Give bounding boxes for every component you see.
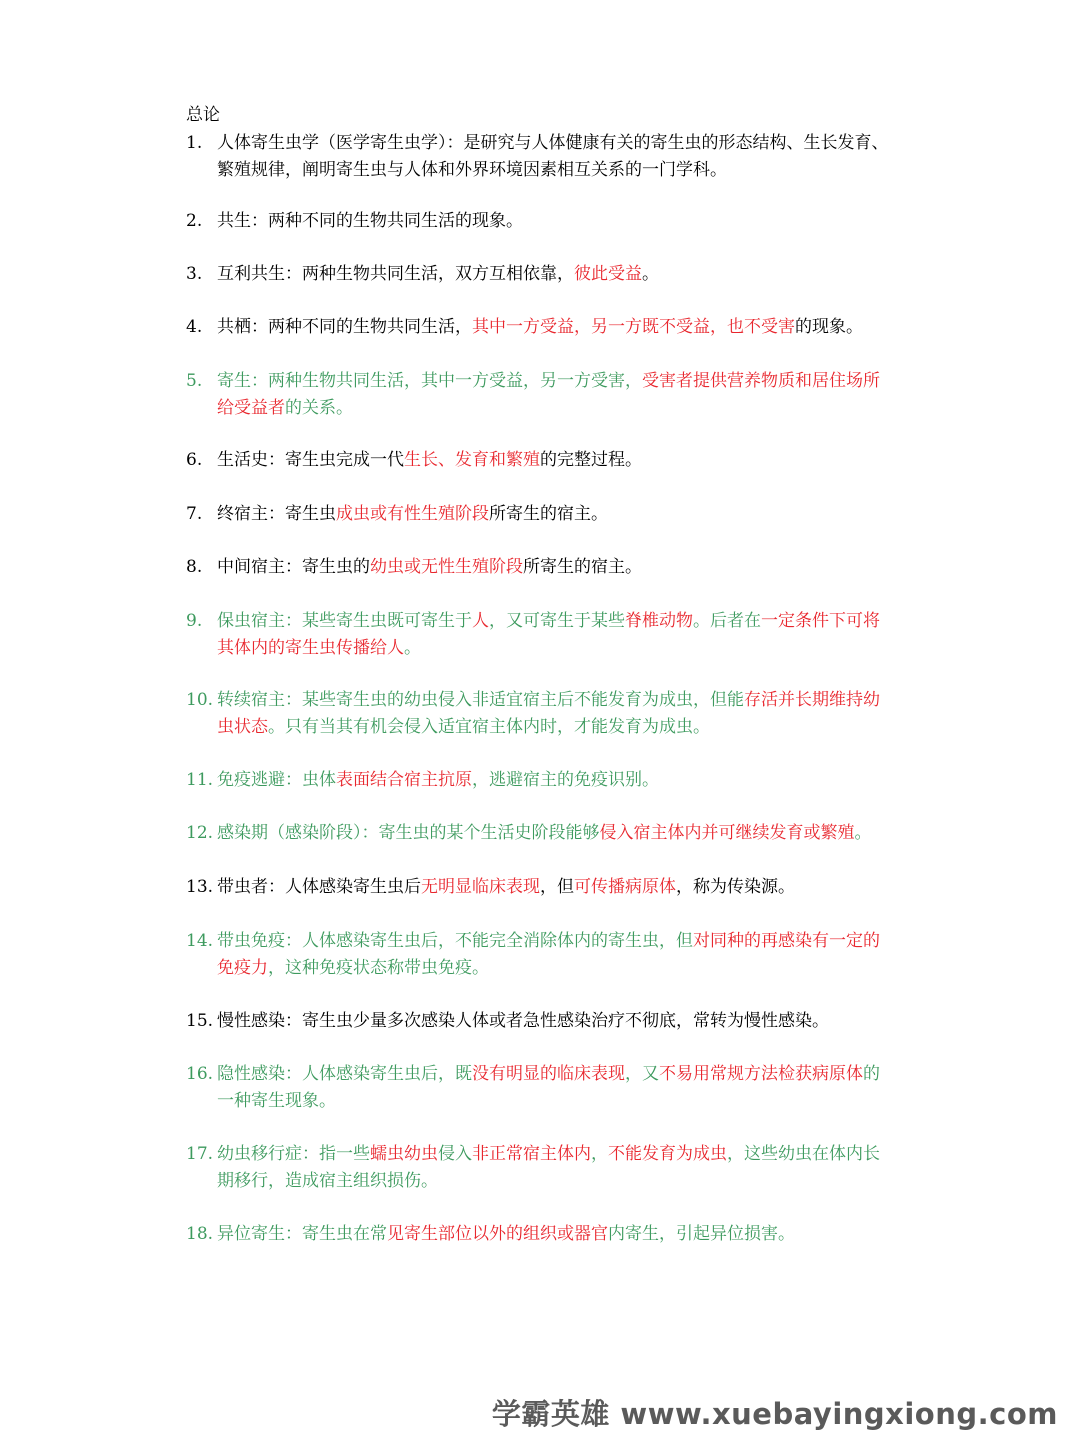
definition-item bbox=[186, 1008, 896, 1035]
definition-item bbox=[186, 608, 896, 662]
body-text: 免疫逃避：虫体 bbox=[217, 770, 336, 790]
item-text bbox=[217, 1008, 896, 1035]
body-text: 共生：两种不同的生物共同生活的现象。 bbox=[217, 211, 523, 231]
body-text: 内寄生，引起异位损害。 bbox=[608, 1224, 795, 1244]
section-heading: 总论 bbox=[186, 105, 220, 125]
item-number: 1. bbox=[186, 133, 203, 153]
definition-item bbox=[186, 767, 896, 794]
body-text: 互利共生：两种生物共同生活，双方互相依靠， bbox=[217, 264, 574, 284]
body-text: 。 bbox=[854, 823, 872, 843]
item-text bbox=[217, 687, 896, 741]
item-number: 10. bbox=[186, 690, 214, 710]
highlight-text: 人 bbox=[472, 611, 489, 631]
body-text: ，称为传染源。 bbox=[676, 877, 795, 897]
highlight-text: 一定条件下可将其体内的寄生虫传播给人 bbox=[217, 611, 880, 658]
highlight-text: 非正常宿主体内 bbox=[472, 1144, 591, 1164]
definition-item bbox=[186, 1141, 896, 1195]
body-text: 所寄生的宿主。 bbox=[489, 504, 608, 524]
body-text: 幼虫移行症：指一些 bbox=[217, 1144, 370, 1164]
definition-item bbox=[186, 820, 896, 847]
item-number: 2. bbox=[186, 211, 203, 231]
highlight-text: 受害者提供营养物质和居住场所给受益者 bbox=[217, 371, 880, 418]
highlight-text: 见寄生部位以外的组织或器官 bbox=[387, 1224, 608, 1244]
highlight-text: 生长、发育和繁殖 bbox=[404, 450, 540, 470]
item-text bbox=[217, 608, 896, 662]
highlight-text: 成虫或有性生殖阶段 bbox=[336, 504, 489, 524]
body-text: ，这些幼虫在体内长期移行，造成宿主组织损伤。 bbox=[217, 1144, 880, 1191]
highlight-text: 蠕虫幼虫 bbox=[370, 1144, 438, 1164]
body-text: 转续宿主：某些寄生虫的幼虫侵入非适宜宿主后不能发育为成虫，但能 bbox=[217, 690, 744, 710]
body-text: 共栖：两种不同的生物共同生活， bbox=[217, 317, 472, 337]
body-text: 带虫免疫：人体感染寄生虫后，不能完全消除体内的寄生虫，但 bbox=[217, 931, 693, 951]
item-number: 6. bbox=[186, 450, 203, 470]
body-text: 异位寄生：寄生虫在常 bbox=[217, 1224, 387, 1244]
body-text: ，又可寄生于某些 bbox=[489, 611, 625, 631]
definition-item bbox=[186, 501, 896, 528]
item-number: 16. bbox=[186, 1064, 214, 1084]
body-text: 保虫宿主：某些寄生虫既可寄生于 bbox=[217, 611, 472, 631]
body-text: ，这种免疫状态称带虫免疫。 bbox=[268, 958, 489, 978]
item-number: 9. bbox=[186, 611, 203, 631]
body-text: 的完整过程。 bbox=[540, 450, 642, 470]
definition-item bbox=[186, 447, 896, 474]
highlight-text: 其中一方受益，另一方既不受益，也不受害 bbox=[472, 317, 795, 337]
item-text bbox=[217, 1141, 896, 1195]
highlight-text: 表面结合宿主抗原 bbox=[336, 770, 472, 790]
item-text bbox=[217, 130, 896, 184]
item-text bbox=[217, 554, 896, 581]
definition-item bbox=[186, 928, 896, 982]
item-number: 12. bbox=[186, 823, 214, 843]
item-text bbox=[217, 208, 896, 235]
body-text: 的现象。 bbox=[795, 317, 863, 337]
body-text: 的关系。 bbox=[285, 398, 353, 418]
body-text: 。只有当其有机会侵入适宜宿主体内时，才能发育为成虫。 bbox=[268, 717, 710, 737]
highlight-text: 无明显临床表现 bbox=[421, 877, 540, 897]
item-number: 15. bbox=[186, 1011, 214, 1031]
item-text bbox=[217, 1061, 896, 1115]
definition-item bbox=[186, 261, 896, 288]
body-text: 的一种寄生现象。 bbox=[217, 1064, 880, 1111]
item-number: 14. bbox=[186, 931, 214, 951]
definition-item bbox=[186, 368, 896, 422]
item-number: 17. bbox=[186, 1144, 214, 1164]
highlight-text: 可传播病原体 bbox=[574, 877, 676, 897]
highlight-text: 对同种的再感染有一定的免疫力 bbox=[217, 931, 880, 978]
item-text bbox=[217, 928, 896, 982]
body-text: 所寄生的宿主。 bbox=[523, 557, 642, 577]
definition-item bbox=[186, 554, 896, 581]
body-text: ，又 bbox=[625, 1064, 659, 1084]
body-text: 人体寄生虫学（医学寄生虫学）：是研究与人体健康有关的寄生虫的形态结构、生长发育、繁殖规律，阐明寄生虫与人体和外界环境因素相互关系的一门学科。 bbox=[217, 133, 889, 180]
body-text: 寄生：两种生物共同生活，其中一方受益，另一方受害， bbox=[217, 371, 642, 391]
body-text: 。 bbox=[404, 638, 421, 658]
site-watermark: 学霸英雄 www.xuebayingxiong.com bbox=[491, 1397, 1058, 1431]
body-text: 隐性感染：人体感染寄生虫后，既 bbox=[217, 1064, 472, 1084]
highlight-text: 不易用常规方法检获病原体 bbox=[659, 1064, 863, 1084]
body-text: ，逃避宿主的免疫识别。 bbox=[472, 770, 659, 790]
body-text: ，但 bbox=[540, 877, 574, 897]
item-text bbox=[217, 501, 896, 528]
item-text bbox=[217, 447, 896, 474]
definition-item bbox=[186, 687, 896, 741]
highlight-text: 不能发育为成虫 bbox=[608, 1144, 727, 1164]
highlight-text: 侵入宿主体内并可继续发育或繁殖 bbox=[599, 823, 855, 843]
highlight-text: 没有明显的临床表现 bbox=[472, 1064, 625, 1084]
definition-item bbox=[186, 208, 896, 235]
body-text: ， bbox=[591, 1144, 608, 1164]
item-text bbox=[217, 314, 896, 341]
body-text: 终宿主：寄生虫 bbox=[217, 504, 336, 524]
item-number: 7. bbox=[186, 504, 203, 524]
item-text bbox=[217, 1221, 896, 1248]
definition-item bbox=[186, 1061, 896, 1115]
body-text: 。 bbox=[642, 264, 659, 284]
highlight-text: 彼此受益 bbox=[574, 264, 642, 284]
body-text: 带虫者：人体感染寄生虫后 bbox=[217, 877, 421, 897]
item-number: 11. bbox=[186, 770, 214, 790]
item-text bbox=[217, 874, 896, 901]
item-number: 8. bbox=[186, 557, 203, 577]
item-number: 4. bbox=[186, 317, 203, 337]
body-text: 生活史：寄生虫完成一代 bbox=[217, 450, 404, 470]
highlight-text: 幼虫或无性生殖阶段 bbox=[370, 557, 523, 577]
definition-item bbox=[186, 130, 896, 184]
body-text: 感染期（感染阶段）：寄生虫的某个生活史阶段能够 bbox=[217, 823, 600, 843]
body-text: 中间宿主：寄生虫的 bbox=[217, 557, 370, 577]
item-text bbox=[217, 767, 896, 794]
body-text: 侵入 bbox=[438, 1144, 472, 1164]
item-text bbox=[217, 820, 896, 847]
highlight-text: 存活并长期维持幼虫状态 bbox=[217, 690, 880, 737]
definition-item bbox=[186, 1221, 896, 1248]
item-number: 13. bbox=[186, 877, 214, 897]
body-text: 。后者在 bbox=[693, 611, 761, 631]
item-text bbox=[217, 261, 896, 288]
body-text: 慢性感染：寄生虫少量多次感染人体或者急性感染治疗不彻底，常转为慢性感染。 bbox=[217, 1011, 829, 1031]
item-number: 5. bbox=[186, 371, 203, 391]
definition-item bbox=[186, 874, 896, 901]
highlight-text: 脊椎动物 bbox=[625, 611, 693, 631]
item-number: 18. bbox=[186, 1224, 214, 1244]
item-number: 3. bbox=[186, 264, 203, 284]
item-text bbox=[217, 368, 896, 422]
definition-item bbox=[186, 314, 896, 341]
